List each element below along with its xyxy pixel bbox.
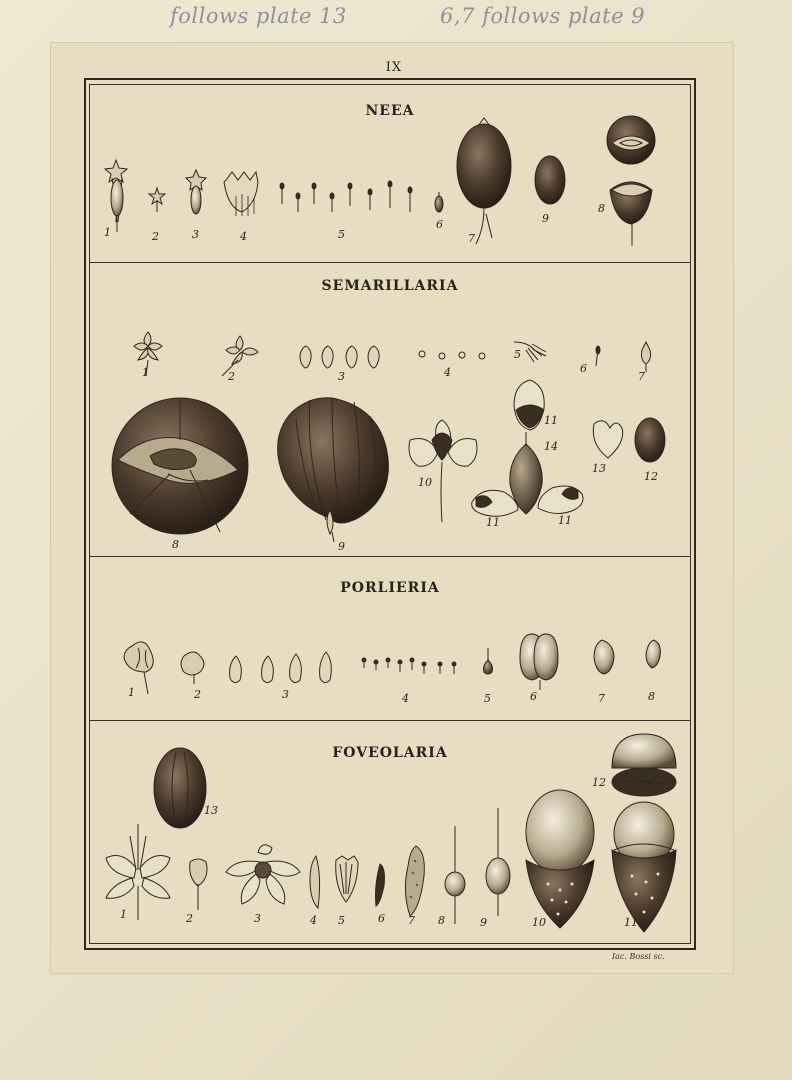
figure-label: 1: [142, 366, 149, 379]
porlieria-fig-6: [520, 634, 558, 690]
section-title-neea: NEEA: [365, 103, 415, 119]
foveolaria-fig-13: [154, 748, 206, 828]
figure-label: 7: [468, 232, 475, 245]
semarillaria-fig-11a: [514, 380, 544, 430]
figure-label: 8: [438, 914, 445, 927]
section-title-foveolaria: FOVEOLARIA: [332, 745, 448, 761]
figure-label: 8: [598, 202, 605, 215]
neea-fig-6: [435, 192, 443, 212]
neea-fig-1: [105, 160, 127, 232]
figure-label: 4: [444, 366, 451, 379]
figure-label: 11: [486, 516, 500, 529]
neea-fig-8: [607, 116, 655, 246]
handwritten-note-left: follows plate 13: [170, 4, 347, 28]
semarillaria-fig-3: [300, 346, 379, 368]
foveolaria-fig-10: [526, 790, 594, 928]
porlieria-fig-3: [230, 652, 332, 683]
semarillaria-fig-12: [635, 418, 665, 462]
figure-label: 6: [436, 218, 443, 231]
figure-label: 11: [558, 514, 572, 527]
figure-label: 1: [104, 226, 111, 239]
figure-label: 2: [194, 688, 201, 701]
figure-label: 5: [338, 228, 345, 241]
figure-label: 13: [204, 804, 218, 817]
foveolaria-fig-4: [310, 856, 320, 908]
semarillaria-fig-13: [593, 421, 622, 458]
section-title-semarillaria: SEMARILLARIA: [321, 278, 459, 294]
figure-label: 9: [480, 916, 487, 929]
foveolaria-fig-11: [612, 802, 676, 932]
porlieria-fig-7: [594, 640, 614, 674]
semarillaria-fig-6: [596, 346, 600, 366]
figure-label: 9: [542, 212, 549, 225]
figure-label: 5: [514, 348, 521, 361]
semarillaria-fig-11b: [472, 490, 518, 516]
section-title-porlieria: PORLIERIA: [340, 580, 440, 596]
engraver-credit: Iac. Bossi sc.: [612, 952, 665, 961]
figure-label: 8: [648, 690, 655, 703]
neea-fig-7: [457, 118, 511, 244]
figure-label: 2: [228, 370, 235, 383]
figure-label: 5: [484, 692, 491, 705]
figure-label: 1: [120, 908, 127, 921]
figure-label: 11: [624, 916, 638, 929]
figure-label: 7: [638, 370, 645, 383]
porlieria-fig-4: [362, 658, 456, 674]
figure-label: 12: [644, 470, 658, 483]
figure-label: 3: [282, 688, 289, 701]
figure-label: 12: [592, 776, 606, 789]
foveolaria-fig-7: [405, 846, 424, 916]
figure-label: 8: [172, 538, 179, 551]
foveolaria-fig-1: [106, 824, 170, 920]
figure-label: 7: [598, 692, 605, 705]
semarillaria-fig-11c: [538, 486, 583, 514]
semarillaria-fig-8: [112, 398, 248, 534]
figure-label: 10: [532, 916, 546, 929]
figure-label: 4: [240, 230, 247, 243]
semarillaria-fig-7: [642, 342, 651, 372]
figure-label: 14: [544, 440, 558, 453]
handwritten-note-right: 6,7 follows plate 9: [440, 4, 646, 28]
figure-label: 2: [152, 230, 159, 243]
foveolaria-fig-2: [190, 859, 207, 910]
figure-label: 3: [338, 370, 345, 383]
neea-fig-3: [186, 170, 206, 214]
foveolaria-fig-6: [376, 864, 385, 906]
semarillaria-fig-10: [409, 420, 477, 522]
neea-fig-4: [224, 172, 258, 216]
foveolaria-fig-9: [486, 808, 510, 916]
foveolaria-fig-8: [445, 826, 465, 924]
neea-fig-5: [280, 181, 412, 212]
semarillaria-fig-4: [419, 351, 485, 359]
porlieria-fig-8: [646, 640, 660, 668]
figure-label: 2: [186, 912, 193, 925]
plate-number: IX: [385, 60, 403, 75]
figure-label: 9: [338, 540, 345, 553]
figure-label: 6: [530, 690, 537, 703]
figure-label: 7: [408, 914, 415, 927]
figure-label: 4: [402, 692, 409, 705]
foveolaria-fig-3: [226, 845, 300, 904]
figure-label: 4: [310, 914, 317, 927]
porlieria-fig-2: [181, 652, 204, 684]
figure-label: 6: [580, 362, 587, 375]
figure-label: 5: [338, 914, 345, 927]
figure-label: 3: [254, 912, 261, 925]
figure-label: 3: [192, 228, 199, 241]
foveolaria-fig-12: [612, 734, 676, 796]
neea-fig-2: [149, 188, 165, 212]
figure-label: 13: [592, 462, 606, 475]
figure-label: 1: [128, 686, 135, 699]
foveolaria-fig-5: [336, 856, 358, 902]
neea-fig-9: [535, 156, 565, 204]
semarillaria-fig-9: [278, 398, 389, 542]
figure-label: 10: [418, 476, 432, 489]
figure-label: 6: [378, 912, 385, 925]
porlieria-fig-5: [484, 648, 493, 674]
figure-label: 11: [544, 414, 558, 427]
